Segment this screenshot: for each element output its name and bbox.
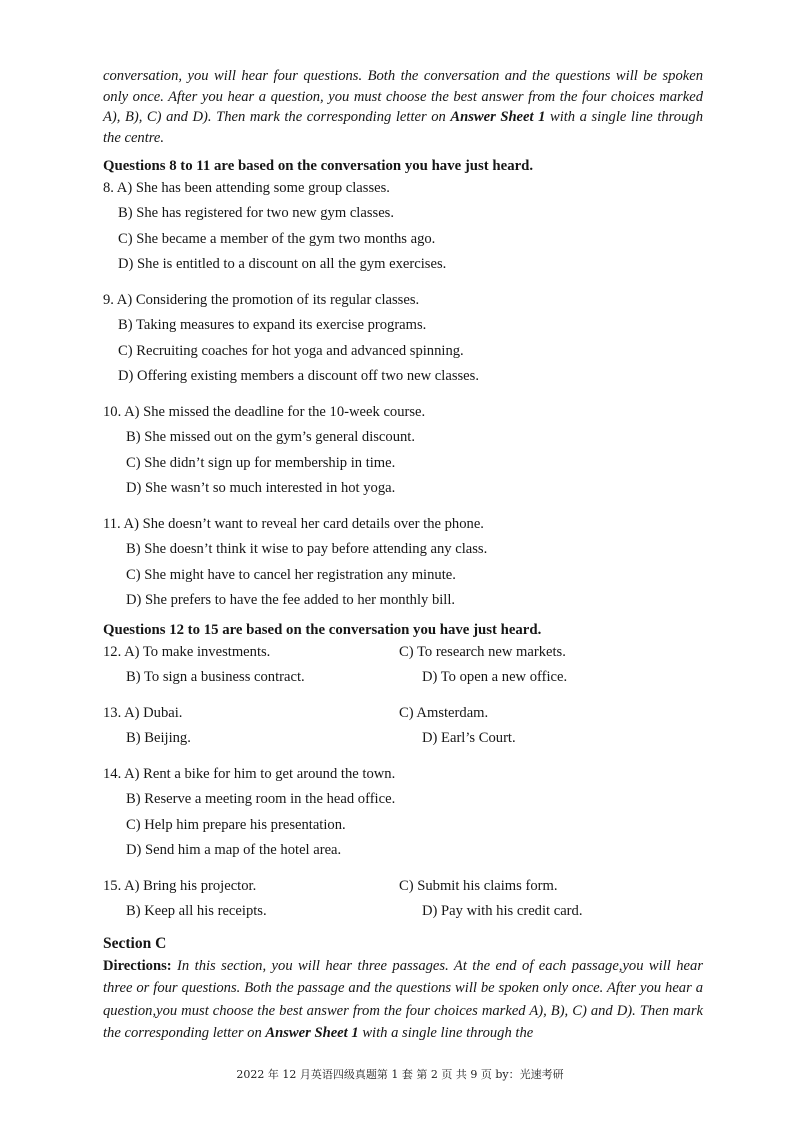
option-12c: C) To research new markets. <box>399 643 566 660</box>
option-8a: 8. A) She has been attending some group classes. <box>103 179 390 196</box>
directions-label: Directions: <box>103 957 172 974</box>
option-11a: 11. A) She doesn’t want to reveal her card details over the phone. <box>103 515 484 532</box>
option-12d: D) To open a new office. <box>422 669 568 686</box>
option-15a: 15. A) Bring his projector. <box>103 877 257 894</box>
option-11c: C) She might have to cancel her registration any minute. <box>126 566 456 583</box>
question-11 <box>103 512 703 614</box>
question-13 <box>103 701 703 752</box>
section-c-title: Section C <box>103 934 167 952</box>
option-9c: C) Recruiting coaches for hot yoga and advanced spinning. <box>118 342 464 359</box>
question-14 <box>103 762 703 864</box>
group-heading-8-11: Questions 8 to 11 are based on the conversation you have just heard. <box>103 157 534 174</box>
question-10 <box>103 400 703 502</box>
option-11d: D) She prefers to have the fee added to her monthly bill. <box>126 592 456 609</box>
option-10a: 10. A) She missed the deadline for the 10-week course. <box>103 403 426 420</box>
question-15 <box>103 874 703 925</box>
option-15d: D) Pay with his credit card. <box>422 903 583 920</box>
section-b-instructions: conversation, you will hear four questions. Both the conversation and the questions will be spoken only once. After you hear a question, you must choose the best answer from the four choices marked A), B), C) and D). Then mark the corresponding letter on Answer Sheet 1 with a single line through the centre. <box>103 68 703 147</box>
option-15b: B) Keep all his receipts. <box>126 903 267 920</box>
option-11b: B) She doesn’t think it wise to pay before attending any class. <box>126 541 488 558</box>
option-12a: 12. A) To make investments. <box>103 643 271 660</box>
option-9d: D) Offering existing members a discount off two new classes. <box>118 368 479 385</box>
group-heading-12-15: Questions 12 to 15 are based on the conversation you have just heard. <box>103 621 542 638</box>
option-14a: 14. A) Rent a bike for him to get around the town. <box>103 765 396 782</box>
question-9 <box>103 288 703 390</box>
option-13d: D) Earl’s Court. <box>422 730 516 747</box>
option-8b: B) She has registered for two new gym classes. <box>118 205 394 222</box>
option-14b: B) Reserve a meeting room in the head office. <box>126 791 396 808</box>
option-14d: D) Send him a map of the hotel area. <box>126 842 342 859</box>
question-12 <box>103 640 703 691</box>
option-13b: B) Beijing. <box>126 730 191 747</box>
answer-sheet-reference: Answer Sheet 1 <box>450 109 546 126</box>
option-14c: C) Help him prepare his presentation. <box>126 816 346 833</box>
option-10c: C) She didn’t sign up for membership in time. <box>126 454 396 471</box>
section-c-directions: Directions: In this section, you will hear three passages. At the end of each passage,you will hear three or four questions. Both the passage and the questions will be spoken only once. After you hear a question,you must choose the best answer from the four choices marked A), B), C) and D). Then mark the corresponding letter on Answer Sheet 1 with a single line through the <box>103 957 703 1042</box>
exam-page <box>103 66 703 1044</box>
option-10b: B) She missed out on the gym’s general discount. <box>126 429 416 446</box>
option-13c: C) Amsterdam. <box>399 704 489 721</box>
option-8c: C) She became a member of the gym two months ago. <box>118 230 436 247</box>
option-8d: D) She is entitled to a discount on all the gym exercises. <box>118 256 447 273</box>
option-13a: 13. A) Dubai. <box>103 704 183 721</box>
answer-sheet-reference-c: Answer Sheet 1 <box>265 1025 359 1042</box>
option-15c: C) Submit his claims form. <box>399 877 558 894</box>
option-9b: B) Taking measures to expand its exercise programs. <box>118 317 427 334</box>
option-12b: B) To sign a business contract. <box>126 669 305 686</box>
page-footer: 2022 年 12 月英语四级真题第 1 套 第 2 页 共 9 页 by：光速考研 <box>236 1068 564 1081</box>
option-10d: D) She wasn’t so much interested in hot yoga. <box>126 480 396 497</box>
question-8 <box>103 176 703 278</box>
option-9a: 9. A) Considering the promotion of its regular classes. <box>103 291 420 308</box>
